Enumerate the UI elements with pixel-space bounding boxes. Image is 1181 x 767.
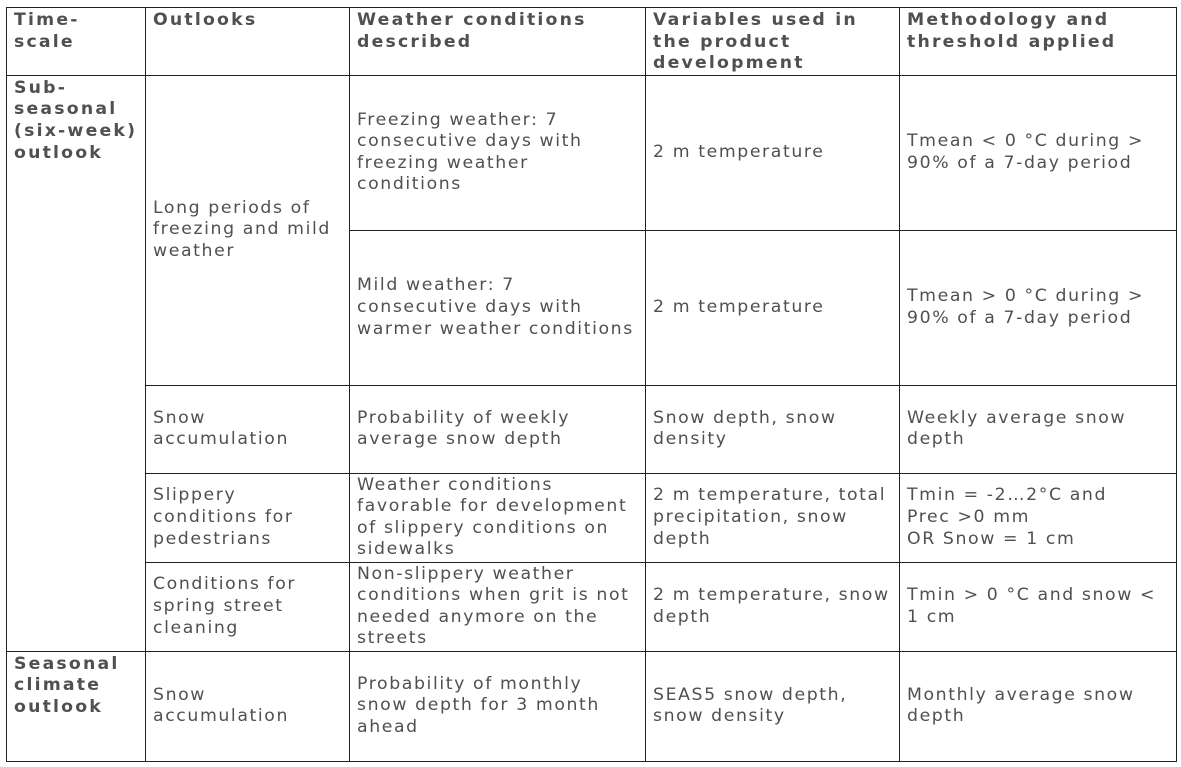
conditions-freezing: Freezing weather: 7 consecutive days with freezing weather conditions: [350, 75, 646, 230]
methodology-freezing: Tmean < 0 °C during > 90% of a 7-day period: [900, 75, 1177, 230]
conditions-seasonal-snow: Probability of monthly snow depth for 3 month ahead: [350, 651, 646, 761]
variables-mild: 2 m temperature: [646, 230, 900, 385]
methodology-mild: Tmean > 0 °C during > 90% of a 7-day period: [900, 230, 1177, 385]
weather-outlook-table: [6, 7, 1177, 762]
conditions-cleaning: Non-slippery weather conditions when grit is not needed anymore on the streets: [350, 562, 646, 651]
timescale-seasonal: Seasonal climate outlook: [7, 651, 146, 761]
table-row: [7, 651, 1177, 761]
conditions-mild: Mild weather: 7 consecutive days with warmer weather conditions: [350, 230, 646, 385]
variables-cleaning: 2 m temperature, snow depth: [646, 562, 900, 651]
methodology-cleaning: Tmin > 0 °C and snow < 1 cm: [900, 562, 1177, 651]
methodology-slippery-line: Prec >0 mm: [907, 506, 1031, 527]
header-outlooks: Outlooks: [146, 8, 350, 76]
table-row: [7, 75, 1177, 230]
variables-freezing: 2 m temperature: [646, 75, 900, 230]
outlook-cleaning: Conditions for spring street cleaning: [146, 562, 350, 651]
methodology-seasonal-snow: Monthly average snow depth: [900, 651, 1177, 761]
header-methodology: Methodology and threshold applied: [900, 8, 1177, 76]
methodology-slippery: [900, 473, 1177, 562]
conditions-slippery: Weather conditions favorable for development of slippery conditions on sidewalks: [350, 473, 646, 562]
outlook-slippery: Slippery conditions for pedestrians: [146, 473, 350, 562]
header-variables: Variables used in the product development: [646, 8, 900, 76]
variables-slippery: 2 m temperature, total precipitation, snow depth: [646, 473, 900, 562]
table-container: [6, 7, 1177, 762]
table-row: [7, 473, 1177, 562]
timescale-subseasonal: Sub-seasonal (six-week) outlook: [7, 75, 146, 651]
table-row: [7, 385, 1177, 473]
header-timescale: Time- scale: [7, 8, 146, 76]
outlook-seasonal-snow: Snow accumulation: [146, 651, 350, 761]
outlook-snow-weekly: Snow accumulation: [146, 385, 350, 473]
methodology-slippery-line: OR Snow = 1 cm: [907, 528, 1076, 549]
header-weather-conditions: Weather conditions described: [350, 8, 646, 76]
header-row: [7, 8, 1177, 76]
table-row: [7, 562, 1177, 651]
variables-snow-weekly: Snow depth, snow density: [646, 385, 900, 473]
methodology-snow-weekly: Weekly average snow depth: [900, 385, 1177, 473]
methodology-slippery-line: Tmin = -2…2°C and: [907, 485, 1108, 506]
variables-seasonal-snow: SEAS5 snow depth, snow density: [646, 651, 900, 761]
outlook-freezing-mild: Long periods of freezing and mild weather: [146, 75, 350, 385]
conditions-snow-weekly: Probability of weekly average snow depth: [350, 385, 646, 473]
